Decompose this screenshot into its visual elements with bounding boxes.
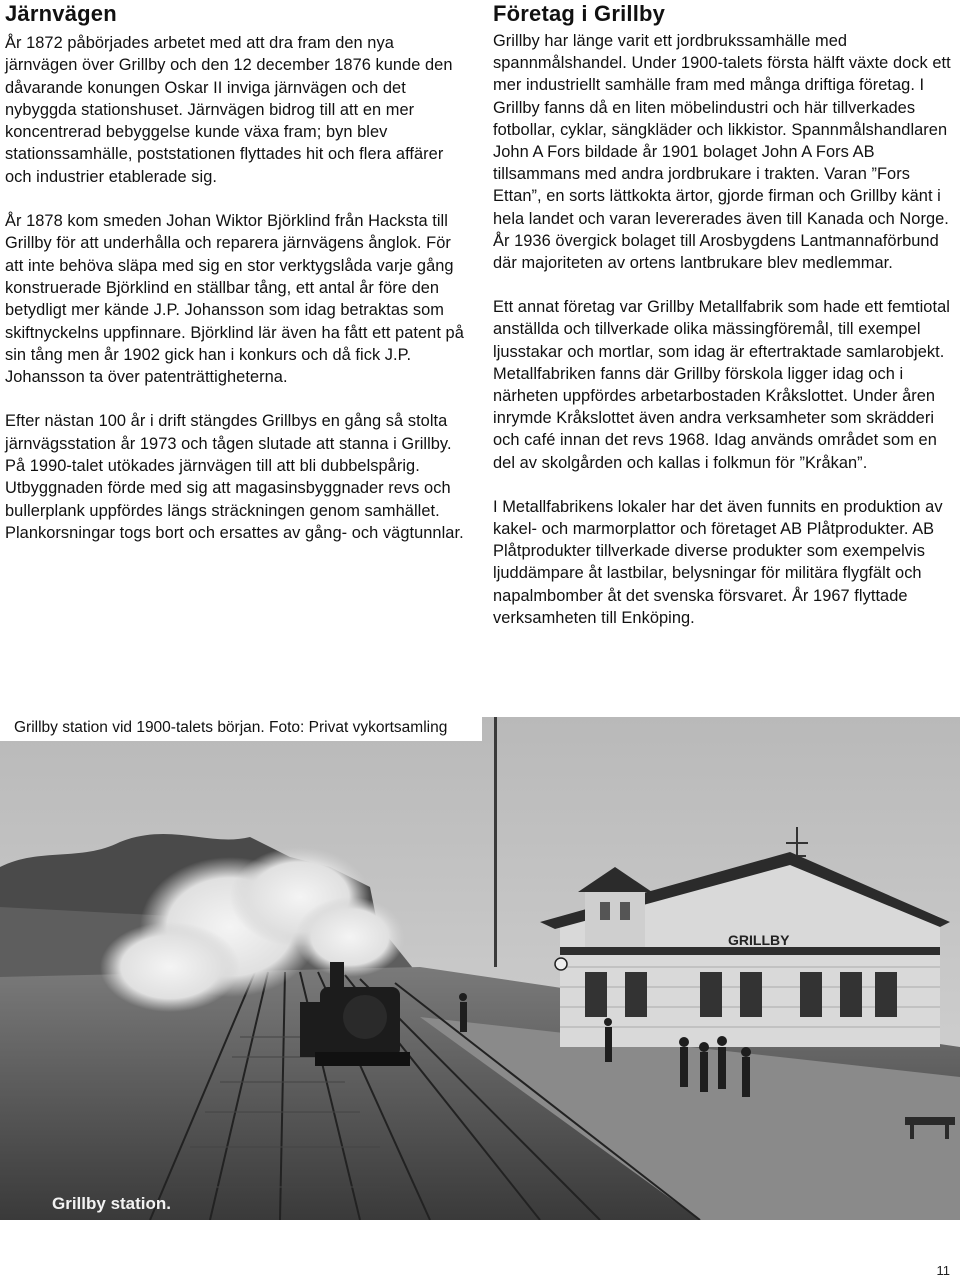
- postcard-lettering: Grillby station.: [52, 1194, 172, 1213]
- station-photo: [0, 717, 960, 1220]
- paragraph: I Metallfabrikens lokaler har det även funnits en produktion av kakel- och marmorplattor och företaget AB Plåtprodukter. AB Plåtprodukter tillverkade diverse produkter som exempelvis ljuddämpare åt lastbilar, belysningar för militära flygfält och napalmbomber åt det svenska försvaret. År 1967 flyttade verksamheten till Enköping.: [493, 497, 943, 627]
- page-number: 11: [936, 1263, 950, 1278]
- paragraph: Grillby har länge varit ett jordbrukssamhälle med spannmålshandel. Under 1900-talets första hälft växte dock ett mer industriellt samhälle fram med många driftiga företag. I Grillby fanns då en liten möbelindustri och här tillverkades fotbollar, cyklar, sängkläder och likkistor. Spannmålshandlaren John A Fors bildade år 1901 bolaget John A Fors AB tillsammans med andra jordbrukare i trakten. Varan ”Fors Ettan”, en sorts lättkokta ärtor, gjorde firman och Grillby känt i hela landet och varan levererades även till Kanada och Norge. År 1936 övergick bolaget till Arosbygdens Lantmannaförbund där majoriteten av ortens lantbrukare blev medlemmar.: [493, 32, 951, 273]
- photo-caption: Grillby station vid 1900-talets början. Foto: Privat vykortsamling: [14, 719, 448, 736]
- station-sign: GRILLBY: [728, 932, 790, 948]
- right-column: [493, 0, 955, 629]
- left-column: [5, 0, 467, 544]
- paragraph: År 1878 kom smeden Johan Wiktor Björklind från Hacksta till Grillby för att underhålla och reparera järnvägens ånglok. För att inte behöva släpa med sig en stor verktygslåda varje gång konstruerade Björklind en ställbar tång, ett antal år före den betydligt mer kände J.P. Johansson som idag betraktas som skiftnyckelns uppfinnare. Björklind lär även ha fått ett patent på sin tång men år 1902 gick han i konkurs och då fick J.P. Johansson ta över patenträttigheterna.: [5, 212, 464, 387]
- section-heading-companies: Företag i Grillby: [493, 1, 666, 26]
- paragraph: År 1872 påbörjades arbetet med att dra fram den nya järnvägen över Grillby och den 12 december 1876 kunde den dåvarande konungen Oskar II inviga järnvägen och det nybyggda stationshuset. Järnvägen bidrog till att en mer koncentrerad bebyggelse kunde växa fram; byn blev stationssamhälle, poststationen flyttades hit och flera affärer och industrier etablerade sig.: [5, 34, 453, 186]
- paragraph: Ett annat företag var Grillby Metallfabrik som hade ett femtiotal anställda och tillverkade olika mässingföremål, till exempel ljusstakar och mortlar, som idag är eftertraktade samlarobjekt. Metallfabriken fanns där Grillby förskola ligger idag och i närheten uppfördes arbetarbostaden Kråkslottet. Under åren inrymde Kråkslottet även andra verksamheter som skrädderi och café innan det revs 1968. Idag används området som en del av skolgården och kallas i folkmun för ”Kråkan”.: [493, 298, 950, 472]
- paragraph: Efter nästan 100 år i drift stängdes Grillbys en gång så stolta järnvägsstation år 1973 och tågen slutade att stanna i Grillby. På 1990-talet utökades järnvägen till att bli dubbelspårig. Utbyggnaden förde med sig att magasinsbyggnader revs och bullerplank uppfördes längs sträckningen genom samhället. Plankorsningar togs bort och ersattes av gång- och vägtunnlar.: [5, 412, 464, 542]
- section-heading-railway: Järnvägen: [5, 1, 117, 26]
